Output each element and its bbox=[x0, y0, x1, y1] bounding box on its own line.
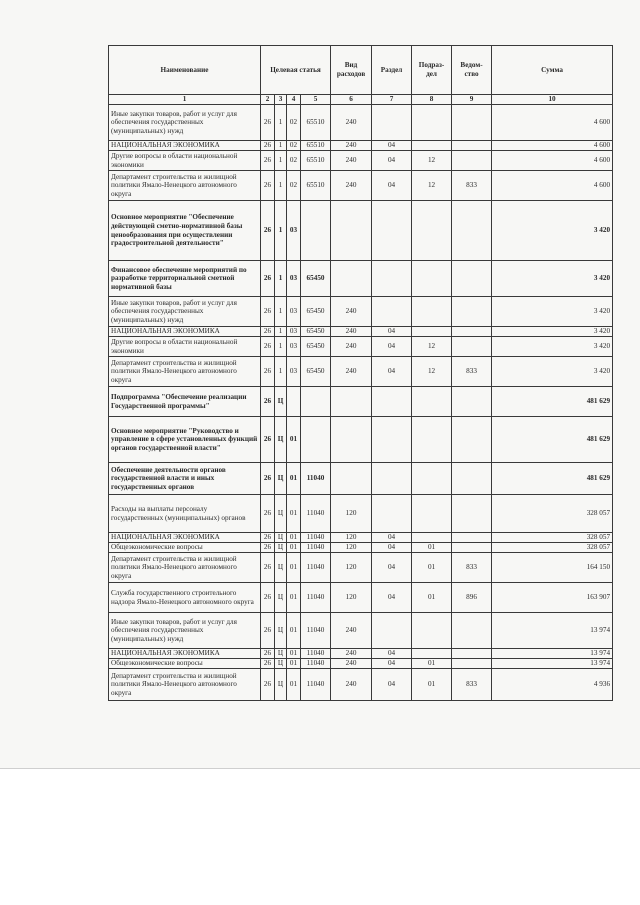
department-cell bbox=[452, 105, 492, 141]
section-cell: 04 bbox=[372, 649, 412, 659]
subsection-cell: 01 bbox=[412, 659, 452, 669]
target-code-4: 11040 bbox=[301, 553, 331, 583]
section-cell bbox=[372, 297, 412, 327]
sum-cell: 4 936 bbox=[492, 669, 613, 701]
budget-table bbox=[108, 45, 613, 701]
target-code-4: 65510 bbox=[301, 141, 331, 151]
target-code-3: 01 bbox=[287, 649, 301, 659]
target-code-1: 26 bbox=[261, 613, 275, 649]
row-name: НАЦИОНАЛЬНАЯ ЭКОНОМИКА bbox=[109, 649, 261, 659]
department-cell bbox=[452, 463, 492, 495]
col-number: 4 bbox=[287, 95, 301, 105]
row-name: Иные закупки товаров, работ и услуг для обеспечения государственных (муниципальных) нужд bbox=[109, 613, 261, 649]
target-code-4 bbox=[301, 387, 331, 417]
table-row bbox=[109, 201, 613, 261]
target-code-4: 65510 bbox=[301, 171, 331, 201]
target-code-3: 03 bbox=[287, 201, 301, 261]
expense-type-cell bbox=[331, 261, 372, 297]
col-number: 1 bbox=[109, 95, 261, 105]
row-name: Основное мероприятие "Руководство и управление в сфере установленных функций органов государственной власти" bbox=[109, 417, 261, 463]
target-code-3: 01 bbox=[287, 463, 301, 495]
target-code-4: 65510 bbox=[301, 105, 331, 141]
department-cell bbox=[452, 151, 492, 171]
subsection-cell bbox=[412, 533, 452, 543]
sum-cell: 481 629 bbox=[492, 387, 613, 417]
expense-type-cell: 240 bbox=[331, 669, 372, 701]
sum-cell: 481 629 bbox=[492, 417, 613, 463]
col-number: 10 bbox=[492, 95, 613, 105]
target-code-1: 26 bbox=[261, 141, 275, 151]
target-code-4: 11040 bbox=[301, 495, 331, 533]
target-code-2: 1 bbox=[275, 105, 287, 141]
section-cell bbox=[372, 613, 412, 649]
department-cell bbox=[452, 543, 492, 553]
target-code-1: 26 bbox=[261, 297, 275, 327]
target-code-3: 03 bbox=[287, 357, 301, 387]
header-department: Ведом-ство bbox=[452, 46, 492, 95]
col-number: 8 bbox=[412, 95, 452, 105]
sum-cell: 4 600 bbox=[492, 151, 613, 171]
table-row bbox=[109, 387, 613, 417]
target-code-4 bbox=[301, 417, 331, 463]
table-row bbox=[109, 337, 613, 357]
target-code-4 bbox=[301, 201, 331, 261]
subsection-cell: 01 bbox=[412, 543, 452, 553]
table-row bbox=[109, 357, 613, 387]
col-number: 5 bbox=[301, 95, 331, 105]
target-code-3: 02 bbox=[287, 105, 301, 141]
target-code-1: 26 bbox=[261, 417, 275, 463]
row-name: НАЦИОНАЛЬНАЯ ЭКОНОМИКА bbox=[109, 327, 261, 337]
expense-type-cell: 240 bbox=[331, 151, 372, 171]
expense-type-cell: 120 bbox=[331, 543, 372, 553]
target-code-3: 01 bbox=[287, 553, 301, 583]
expense-type-cell: 240 bbox=[331, 659, 372, 669]
sum-cell: 164 150 bbox=[492, 553, 613, 583]
section-cell: 04 bbox=[372, 141, 412, 151]
expense-type-cell: 120 bbox=[331, 533, 372, 543]
expense-type-cell: 240 bbox=[331, 357, 372, 387]
department-cell bbox=[452, 533, 492, 543]
target-code-2: 1 bbox=[275, 261, 287, 297]
section-cell: 04 bbox=[372, 659, 412, 669]
subsection-cell bbox=[412, 649, 452, 659]
department-cell: 896 bbox=[452, 583, 492, 613]
expense-type-cell: 120 bbox=[331, 583, 372, 613]
subsection-cell bbox=[412, 463, 452, 495]
target-code-2: 1 bbox=[275, 337, 287, 357]
sum-cell: 328 057 bbox=[492, 533, 613, 543]
subsection-cell bbox=[412, 387, 452, 417]
header-name: Наименование bbox=[109, 46, 261, 95]
table-row bbox=[109, 141, 613, 151]
department-cell bbox=[452, 297, 492, 327]
sum-cell: 3 420 bbox=[492, 327, 613, 337]
sum-cell: 13 974 bbox=[492, 613, 613, 649]
row-name: Другие вопросы в области национальной экономики bbox=[109, 337, 261, 357]
target-code-4: 11040 bbox=[301, 543, 331, 553]
target-code-3: 02 bbox=[287, 141, 301, 151]
table-row bbox=[109, 297, 613, 327]
section-cell: 04 bbox=[372, 583, 412, 613]
target-code-1: 26 bbox=[261, 583, 275, 613]
section-cell bbox=[372, 387, 412, 417]
sum-cell: 4 600 bbox=[492, 141, 613, 151]
target-code-1: 26 bbox=[261, 649, 275, 659]
subsection-cell bbox=[412, 417, 452, 463]
department-cell bbox=[452, 613, 492, 649]
target-code-4: 11040 bbox=[301, 463, 331, 495]
row-name: Финансовое обеспечение мероприятий по разработке территориальной сметной нормативной базы bbox=[109, 261, 261, 297]
target-code-1: 26 bbox=[261, 387, 275, 417]
department-cell: 833 bbox=[452, 171, 492, 201]
target-code-3: 03 bbox=[287, 261, 301, 297]
sum-cell: 3 420 bbox=[492, 297, 613, 327]
header-sum: Сумма bbox=[492, 46, 613, 95]
expense-type-cell: 120 bbox=[331, 495, 372, 533]
table-row bbox=[109, 151, 613, 171]
target-code-4: 11040 bbox=[301, 583, 331, 613]
target-code-3: 02 bbox=[287, 151, 301, 171]
target-code-2: Ц bbox=[275, 495, 287, 533]
subsection-cell bbox=[412, 613, 452, 649]
target-code-2: 1 bbox=[275, 297, 287, 327]
subsection-cell bbox=[412, 201, 452, 261]
target-code-2: 1 bbox=[275, 141, 287, 151]
row-name: НАЦИОНАЛЬНАЯ ЭКОНОМИКА bbox=[109, 141, 261, 151]
subsection-cell: 12 bbox=[412, 337, 452, 357]
department-cell bbox=[452, 327, 492, 337]
target-code-1: 26 bbox=[261, 543, 275, 553]
sum-cell: 3 420 bbox=[492, 201, 613, 261]
target-code-1: 26 bbox=[261, 261, 275, 297]
header-subsection: Подраз-дел bbox=[412, 46, 452, 95]
table-row bbox=[109, 261, 613, 297]
target-code-3: 01 bbox=[287, 495, 301, 533]
department-cell bbox=[452, 659, 492, 669]
target-code-3: 01 bbox=[287, 533, 301, 543]
header-section: Раздел bbox=[372, 46, 412, 95]
department-cell: 833 bbox=[452, 357, 492, 387]
target-code-2: Ц bbox=[275, 649, 287, 659]
column-numbers-row bbox=[109, 95, 613, 105]
sum-cell: 163 907 bbox=[492, 583, 613, 613]
department-cell bbox=[452, 417, 492, 463]
expense-type-cell bbox=[331, 387, 372, 417]
section-cell: 04 bbox=[372, 543, 412, 553]
section-cell bbox=[372, 417, 412, 463]
target-code-2: Ц bbox=[275, 417, 287, 463]
department-cell bbox=[452, 141, 492, 151]
table-row bbox=[109, 613, 613, 649]
table-row bbox=[109, 463, 613, 495]
target-code-3: 01 bbox=[287, 543, 301, 553]
target-code-4: 65450 bbox=[301, 297, 331, 327]
sum-cell: 328 057 bbox=[492, 543, 613, 553]
table-row bbox=[109, 533, 613, 543]
subsection-cell: 12 bbox=[412, 357, 452, 387]
row-name: Департамент строительства и жилищной политики Ямало-Ненецкого автономного округа bbox=[109, 669, 261, 701]
target-code-1: 26 bbox=[261, 171, 275, 201]
section-cell: 04 bbox=[372, 553, 412, 583]
target-code-2: 1 bbox=[275, 357, 287, 387]
target-code-4: 65450 bbox=[301, 327, 331, 337]
expense-type-cell bbox=[331, 417, 372, 463]
target-code-2: Ц bbox=[275, 583, 287, 613]
target-code-1: 26 bbox=[261, 553, 275, 583]
target-code-3: 01 bbox=[287, 669, 301, 701]
col-number: 9 bbox=[452, 95, 492, 105]
sum-cell: 13 974 bbox=[492, 649, 613, 659]
expense-type-cell: 240 bbox=[331, 141, 372, 151]
sum-cell: 481 629 bbox=[492, 463, 613, 495]
table-row bbox=[109, 659, 613, 669]
target-code-3: 01 bbox=[287, 417, 301, 463]
department-cell bbox=[452, 387, 492, 417]
target-code-4: 11040 bbox=[301, 613, 331, 649]
target-code-2: 1 bbox=[275, 171, 287, 201]
section-cell: 04 bbox=[372, 337, 412, 357]
target-code-2: Ц bbox=[275, 659, 287, 669]
target-code-1: 26 bbox=[261, 201, 275, 261]
expense-type-cell: 240 bbox=[331, 649, 372, 659]
table-row bbox=[109, 583, 613, 613]
subsection-cell bbox=[412, 261, 452, 297]
target-code-4: 65450 bbox=[301, 337, 331, 357]
department-cell: 833 bbox=[452, 669, 492, 701]
row-name: НАЦИОНАЛЬНАЯ ЭКОНОМИКА bbox=[109, 533, 261, 543]
target-code-1: 26 bbox=[261, 669, 275, 701]
expense-type-cell: 240 bbox=[331, 613, 372, 649]
subsection-cell bbox=[412, 495, 452, 533]
target-code-4: 11040 bbox=[301, 669, 331, 701]
subsection-cell bbox=[412, 297, 452, 327]
subsection-cell: 12 bbox=[412, 171, 452, 201]
target-code-2: Ц bbox=[275, 387, 287, 417]
section-cell: 04 bbox=[372, 327, 412, 337]
section-cell: 04 bbox=[372, 357, 412, 387]
sum-cell: 3 420 bbox=[492, 357, 613, 387]
subsection-cell bbox=[412, 105, 452, 141]
target-code-2: 1 bbox=[275, 327, 287, 337]
target-code-3: 02 bbox=[287, 171, 301, 201]
row-name: Расходы на выплаты персоналу государственных (муниципальных) органов bbox=[109, 495, 261, 533]
target-code-1: 26 bbox=[261, 659, 275, 669]
subsection-cell bbox=[412, 141, 452, 151]
target-code-4: 65450 bbox=[301, 261, 331, 297]
row-name: Департамент строительства и жилищной политики Ямало-Ненецкого автономного округа bbox=[109, 171, 261, 201]
expense-type-cell bbox=[331, 201, 372, 261]
target-code-2: Ц bbox=[275, 669, 287, 701]
table-row bbox=[109, 649, 613, 659]
row-name: Общеэкономические вопросы bbox=[109, 543, 261, 553]
target-code-2: Ц bbox=[275, 553, 287, 583]
target-code-1: 26 bbox=[261, 463, 275, 495]
target-code-2: Ц bbox=[275, 463, 287, 495]
target-code-3 bbox=[287, 387, 301, 417]
subsection-cell: 01 bbox=[412, 669, 452, 701]
target-code-1: 26 bbox=[261, 151, 275, 171]
table-row bbox=[109, 171, 613, 201]
table-row bbox=[109, 417, 613, 463]
row-name: Департамент строительства и жилищной политики Ямало-Ненецкого автономного округа bbox=[109, 357, 261, 387]
target-code-3: 01 bbox=[287, 583, 301, 613]
sum-cell: 3 420 bbox=[492, 337, 613, 357]
section-cell: 04 bbox=[372, 171, 412, 201]
target-code-4: 11040 bbox=[301, 649, 331, 659]
section-cell: 04 bbox=[372, 151, 412, 171]
target-code-2: Ц bbox=[275, 543, 287, 553]
target-code-3: 03 bbox=[287, 337, 301, 357]
expense-type-cell: 240 bbox=[331, 327, 372, 337]
header-expense-type: Вид расходов bbox=[331, 46, 372, 95]
section-cell bbox=[372, 261, 412, 297]
sum-cell: 3 420 bbox=[492, 261, 613, 297]
table-body bbox=[109, 105, 613, 701]
target-code-4: 65510 bbox=[301, 151, 331, 171]
section-cell: 04 bbox=[372, 533, 412, 543]
row-name: Подпрограмма "Обеспечение реализации Государственной программы" bbox=[109, 387, 261, 417]
section-cell bbox=[372, 201, 412, 261]
row-name: Иные закупки товаров, работ и услуг для обеспечения государственных (муниципальных) нужд bbox=[109, 105, 261, 141]
department-cell bbox=[452, 337, 492, 357]
section-cell: 04 bbox=[372, 669, 412, 701]
sum-cell: 13 974 bbox=[492, 659, 613, 669]
department-cell bbox=[452, 201, 492, 261]
row-name: Иные закупки товаров, работ и услуг для обеспечения государственных (муниципальных) нужд bbox=[109, 297, 261, 327]
target-code-4: 11040 bbox=[301, 659, 331, 669]
expense-type-cell: 240 bbox=[331, 171, 372, 201]
target-code-1: 26 bbox=[261, 105, 275, 141]
expense-type-cell: 240 bbox=[331, 297, 372, 327]
department-cell: 833 bbox=[452, 553, 492, 583]
target-code-3: 01 bbox=[287, 613, 301, 649]
target-code-3: 03 bbox=[287, 327, 301, 337]
subsection-cell bbox=[412, 327, 452, 337]
target-code-2: Ц bbox=[275, 533, 287, 543]
expense-type-cell bbox=[331, 463, 372, 495]
table-row bbox=[109, 105, 613, 141]
col-number: 7 bbox=[372, 95, 412, 105]
target-code-1: 26 bbox=[261, 533, 275, 543]
subsection-cell: 01 bbox=[412, 583, 452, 613]
target-code-1: 26 bbox=[261, 327, 275, 337]
expense-type-cell: 120 bbox=[331, 553, 372, 583]
target-code-2: 1 bbox=[275, 151, 287, 171]
target-code-1: 26 bbox=[261, 357, 275, 387]
table-row bbox=[109, 553, 613, 583]
subsection-cell: 12 bbox=[412, 151, 452, 171]
subsection-cell: 01 bbox=[412, 553, 452, 583]
target-code-2: 1 bbox=[275, 201, 287, 261]
department-cell bbox=[452, 495, 492, 533]
sum-cell: 328 057 bbox=[492, 495, 613, 533]
target-code-3: 01 bbox=[287, 659, 301, 669]
target-code-4: 65450 bbox=[301, 357, 331, 387]
col-number: 3 bbox=[275, 95, 287, 105]
table-row bbox=[109, 669, 613, 701]
section-cell bbox=[372, 105, 412, 141]
section-cell bbox=[372, 495, 412, 533]
table-row bbox=[109, 327, 613, 337]
target-code-1: 26 bbox=[261, 337, 275, 357]
table-row bbox=[109, 543, 613, 553]
sum-cell: 4 600 bbox=[492, 105, 613, 141]
row-name: Основное мероприятие "Обеспечение действующей сметно-нормативной базы ценообразования при осуществлении градостроительной деятельности" bbox=[109, 201, 261, 261]
row-name: Другие вопросы в области национальной экономики bbox=[109, 151, 261, 171]
table-row bbox=[109, 495, 613, 533]
row-name: Служба государственного строительного надзора Ямало-Ненецкого автономного округа bbox=[109, 583, 261, 613]
target-code-2: Ц bbox=[275, 613, 287, 649]
row-name: Обеспечение деятельности органов государственной власти и иных государственных органов bbox=[109, 463, 261, 495]
col-number: 6 bbox=[331, 95, 372, 105]
section-cell bbox=[372, 463, 412, 495]
row-name: Департамент строительства и жилищной политики Ямало-Ненецкого автономного округа bbox=[109, 553, 261, 583]
header-target-article: Целевая статья bbox=[261, 46, 331, 95]
row-name: Общеэкономические вопросы bbox=[109, 659, 261, 669]
department-cell bbox=[452, 261, 492, 297]
target-code-1: 26 bbox=[261, 495, 275, 533]
target-code-4: 11040 bbox=[301, 533, 331, 543]
expense-type-cell: 240 bbox=[331, 105, 372, 141]
target-code-3: 03 bbox=[287, 297, 301, 327]
sum-cell: 4 600 bbox=[492, 171, 613, 201]
col-number: 2 bbox=[261, 95, 275, 105]
expense-type-cell: 240 bbox=[331, 337, 372, 357]
department-cell bbox=[452, 649, 492, 659]
